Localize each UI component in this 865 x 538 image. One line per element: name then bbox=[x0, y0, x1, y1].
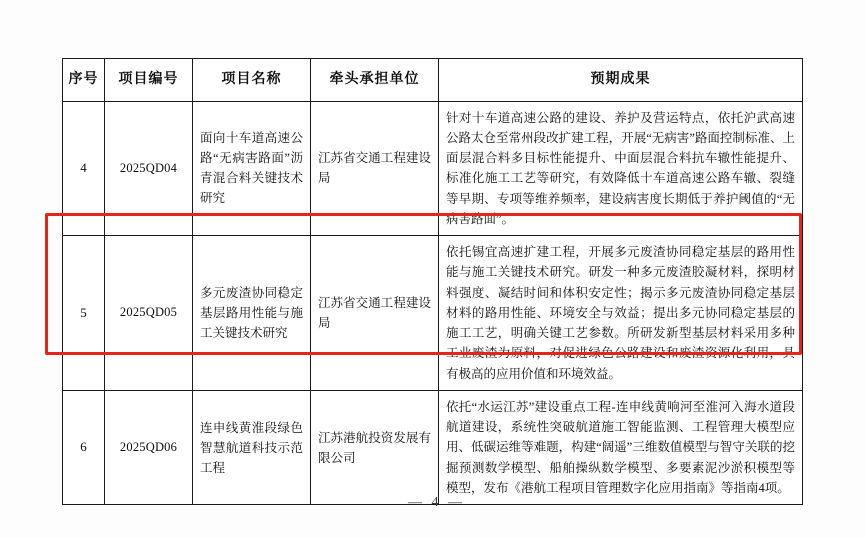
project-table bbox=[62, 58, 803, 505]
cell-result: 依托锡宜高速扩建工程，开展多元废渣协同稳定基层的路用性能与施工关键技术研究。研发一种多元废渣胶凝材料，探明材料强度、凝结时间和体积安定性；揭示多元废渣协同稳定基层材料的路用性能、环境安全与效益；提出多元协同稳定基层的施工工艺，明确关键工艺参数。所研发新型基层材料采用多种工业废渣为原料，对促进绿色公路建设和废渣资源化利用，具有极高的应用价值和环境效益。 bbox=[439, 236, 803, 391]
cell-result: 针对十车道高速公路的建设、养护及营运特点，依托沪武高速公路太仓至常州段改扩建工程，开展“无病害”路面控制标准、上面层混合料多目标性能提升、中面层混合料抗车辙性能提升、标准化施工工艺等研究，有效降低十车道高速公路车辙、裂缝等早期、专项等维养频率，建设病害度长期低于养护阈值的“无病害路面”。 bbox=[439, 101, 803, 236]
cell-code: 2025QD04 bbox=[105, 101, 193, 236]
page-number-label: — 4 — bbox=[408, 495, 465, 510]
table-row bbox=[63, 390, 803, 504]
cell-name: 连申线黄淮段绿色智慧航道科技示范工程 bbox=[193, 390, 311, 504]
cell-unit: 江苏省交通工程建设局 bbox=[311, 236, 439, 391]
column-header-unit: 牵头承担单位 bbox=[311, 59, 439, 102]
cell-code: 2025QD06 bbox=[105, 390, 193, 504]
cell-seq: 5 bbox=[63, 236, 105, 391]
column-header-seq: 序号 bbox=[63, 59, 105, 102]
cell-seq: 4 bbox=[63, 101, 105, 236]
column-header-code: 项目编号 bbox=[105, 59, 193, 102]
column-header-result: 预期成果 bbox=[439, 59, 803, 102]
table-header-row bbox=[63, 59, 803, 102]
cell-unit: 江苏省交通工程建设局 bbox=[311, 101, 439, 236]
cell-seq: 6 bbox=[63, 390, 105, 504]
table-row-highlighted bbox=[63, 236, 803, 391]
column-header-name: 项目名称 bbox=[193, 59, 311, 102]
table-row bbox=[63, 101, 803, 236]
cell-name: 面向十车道高速公路“无病害路面”沥青混合料关键技术研究 bbox=[193, 101, 311, 236]
page-footer bbox=[0, 495, 865, 511]
cell-result: 依托“水运江苏”建设重点工程-连申线黄响河至淮河入海水道段航道建设，系统性突破航道施工智能监测、工程管理大模型应用、低碳运维等难题，构建“阔遥”三维数值模型与智守关联的挖掘预测数学模型、船舶操纵数学模型、多要素泥沙淤积模型等模型，发布《港航工程项目管理数字化应用指南》等指南4项。 bbox=[439, 390, 803, 504]
cell-unit: 江苏港航投资发展有限公司 bbox=[311, 390, 439, 504]
cell-name: 多元废渣协同稳定基层路用性能与施工关键技术研究 bbox=[193, 236, 311, 391]
cell-code: 2025QD05 bbox=[105, 236, 193, 391]
